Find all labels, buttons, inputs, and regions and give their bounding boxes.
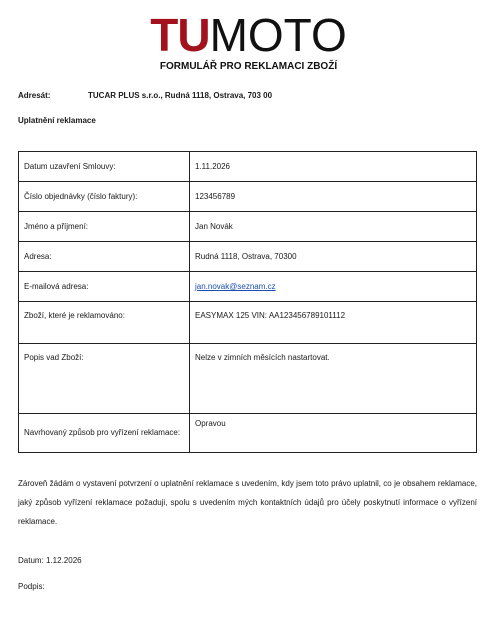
recipient-label: Adresát: [18,91,51,100]
email-link[interactable]: jan.novak@seznam.cz [195,282,276,291]
label-contract-date: Datum uzavření Smlouvy: [19,152,190,182]
table-row-name [19,212,477,242]
date-line: Datum: 1.12.2026 [18,556,82,565]
claim-form-table [18,151,477,453]
label-name: Jméno a příjmení: [19,212,190,242]
label-defects: Popis vad Zboží: [19,344,190,414]
logo-moto: MOTO [209,9,347,61]
table-row-defects [19,344,477,414]
statement-paragraph: Zároveň žádám o vystavení potvrzení o uplatnění reklamace s uvedením, kdy jsem toto právo uplatnil, co je obsahem reklamace, jaký způsob vyřízení reklamace požaduji, spolu s uvedením mých kontaktních údajů pro účely poskytnutí informace o vyřízení reklamace. [18,479,477,526]
value-contract-date: 1.11.2026 [190,152,477,182]
label-email: E-mailová adresa: [19,272,190,302]
value-resolution: Opravou [190,414,477,453]
label-order-number: Číslo objednávky (číslo faktury): [19,182,190,212]
form-title: FORMULÁŘ PRO REKLAMACI ZBOŽÍ [159,61,338,72]
label-address: Adresa: [19,242,190,272]
table-row-contract-date [19,152,477,182]
value-order-number: 123456789 [190,182,477,212]
table-row-address [19,242,477,272]
signature-line: Podpis: [18,582,45,591]
section-title: Uplatnění reklamace [18,116,96,125]
table-row-order-number [19,182,477,212]
value-email [190,272,477,302]
logo-tu: TU [150,9,210,61]
value-defects: Nelze v zimních měsících nastartovat. [190,344,477,414]
recipient-line [18,91,272,100]
value-name: Jan Novák [190,212,477,242]
tumoto-logo [0,9,497,61]
value-goods: EASYMAX 125 VIN: AA123456789101112 [190,302,477,344]
recipient-value: TUCAR PLUS s.r.o., Rudná 1118, Ostrava, 703 00 [88,91,273,100]
table-row-goods [19,302,477,344]
table-row-resolution [19,414,477,453]
label-resolution: Navrhovaný způsob pro vyřízení reklamace: [19,414,190,453]
table-row-email [19,272,477,302]
value-address: Rudná 1118, Ostrava, 70300 [190,242,477,272]
label-goods: Zboží, které je reklamováno: [19,302,190,344]
